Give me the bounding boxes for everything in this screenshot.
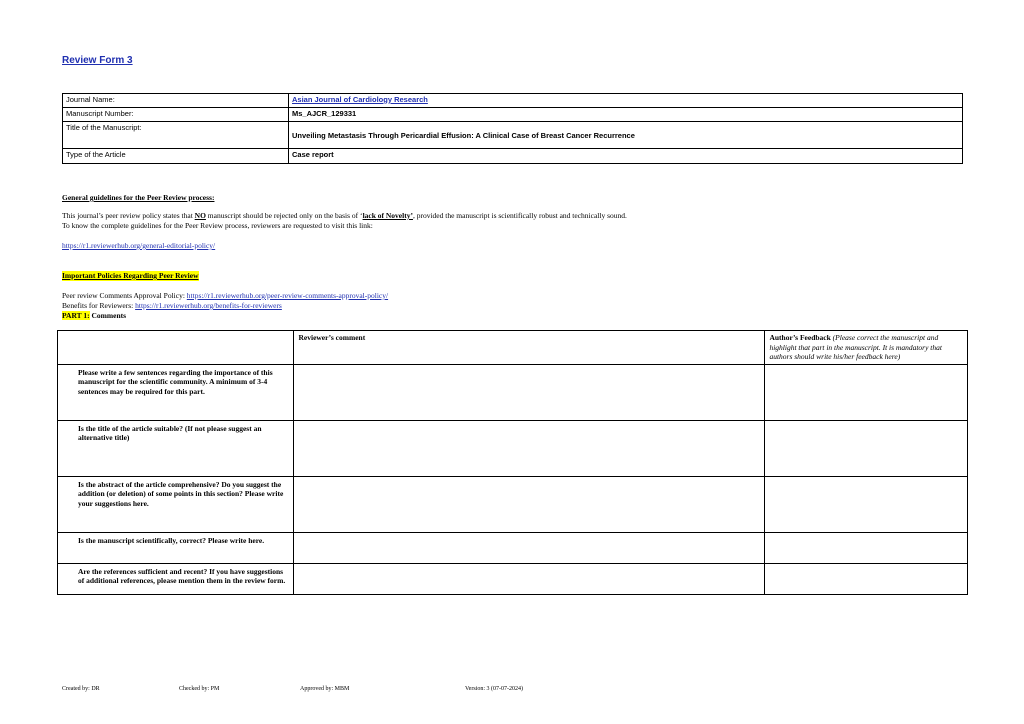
benefits-link[interactable]: https://r1.reviewerhub.org/benefits-for-reviewers: [135, 301, 282, 310]
manuscript-info-table: [62, 93, 963, 164]
comments-table: [57, 330, 968, 595]
guidelines-text-b: manuscript should be rejected only on the basis of ‘: [205, 211, 363, 220]
manuscript-number-label: Manuscript Number:: [63, 108, 289, 122]
journal-label: Journal Name:: [63, 94, 289, 108]
reviewer-comment-field[interactable]: [294, 364, 765, 420]
author-feedback-field[interactable]: [765, 364, 968, 420]
reviewer-comment-header: Reviewer’s comment: [294, 331, 765, 365]
table-row: [58, 476, 968, 532]
journal-row: [63, 94, 963, 108]
benefits-line: [62, 301, 282, 311]
journal-value: [289, 94, 963, 108]
guidelines-heading: General guidelines for the Peer Review process:: [62, 193, 215, 202]
approval-policy-line: [62, 291, 388, 301]
article-type-row: [63, 149, 963, 164]
question-header-cell: [58, 331, 294, 365]
author-feedback-header: [765, 331, 968, 365]
part1-suffix: Comments: [89, 311, 127, 320]
footer-checked: Checked by: PM: [179, 686, 220, 692]
author-feedback-field[interactable]: [765, 420, 968, 476]
guidelines-text-c: , provided the manuscript is scientifically robust and technically sound.: [412, 211, 627, 220]
table-row: [58, 420, 968, 476]
author-feedback-title: Author’s Feedback: [769, 333, 831, 342]
guidelines-visit-text: To know the complete guidelines for the Peer Review process, reviewers are requested to visit this link:: [62, 221, 373, 230]
guidelines-policy-text: [62, 211, 962, 221]
benefits-label: Benefits for Reviewers:: [62, 301, 136, 310]
question-abstract: Is the abstract of the article comprehensive? Do you suggest the addition (or deletion) of some points in this section? Please write your suggestions here.: [58, 476, 294, 532]
article-type-value: Case report: [289, 149, 963, 164]
manuscript-title-label: Title of the Manuscript:: [63, 122, 289, 149]
question-importance: Please write a few sentences regarding the importance of this manuscript for the scientific community. A minimum of 3-4 sentences may be required for this part.: [58, 364, 294, 420]
reviewer-comment-field[interactable]: [294, 476, 765, 532]
question-references: Are the references sufficient and recent? If you have suggestions of additional references, please mention them in the review form.: [58, 563, 294, 594]
footer-created: Created by: DR: [62, 686, 100, 692]
guidelines-novelty: lack of Novelty’: [362, 211, 413, 220]
author-feedback-field[interactable]: [765, 532, 968, 563]
author-feedback-note: (Please correct the manuscript and highlight that part in the manuscript. It is mandatory that authors should write his/her feedback here): [769, 333, 942, 361]
part1-heading: [62, 311, 126, 321]
table-row: [58, 563, 968, 594]
manuscript-title-row: [63, 122, 963, 149]
question-title: Is the title of the article suitable? (If not please suggest an alternative title): [58, 420, 294, 476]
part1-label: PART 1:: [62, 311, 90, 320]
footer-version: Version: 3 (07-07-2024): [465, 686, 523, 692]
comments-header-row: [58, 331, 968, 365]
article-type-label: Type of the Article: [63, 149, 289, 164]
manuscript-title-value: Unveiling Metastasis Through Pericardial Effusion: A Clinical Case of Breast Cancer Recurrence: [289, 122, 963, 149]
footer-approved: Approved by: MBM: [300, 686, 350, 692]
table-row: [58, 532, 968, 563]
guidelines-link[interactable]: https://r1.reviewerhub.org/general-editorial-policy/: [62, 241, 216, 250]
manuscript-number-row: [63, 108, 963, 122]
question-scientific: Is the manuscript scientifically, correct? Please write here.: [58, 532, 294, 563]
author-feedback-field[interactable]: [765, 563, 968, 594]
policies-heading: Important Policies Regarding Peer Review: [62, 271, 199, 280]
reviewer-comment-field[interactable]: [294, 420, 765, 476]
guidelines-text-a: This journal’s peer review policy states that: [62, 211, 195, 220]
guidelines-no: NO: [194, 211, 206, 220]
author-feedback-field[interactable]: [765, 476, 968, 532]
reviewer-comment-field[interactable]: [294, 532, 765, 563]
table-row: [58, 364, 968, 420]
reviewer-comment-field[interactable]: [294, 563, 765, 594]
form-title: Review Form 3: [62, 55, 133, 66]
approval-policy-link[interactable]: https://r1.reviewerhub.org/peer-review-comments-approval-policy/: [186, 291, 389, 300]
journal-link[interactable]: Asian Journal of Cardiology Research: [292, 95, 428, 104]
approval-policy-label: Peer review Comments Approval Policy:: [62, 291, 187, 300]
manuscript-number-value: Ms_AJCR_129331: [289, 108, 963, 122]
